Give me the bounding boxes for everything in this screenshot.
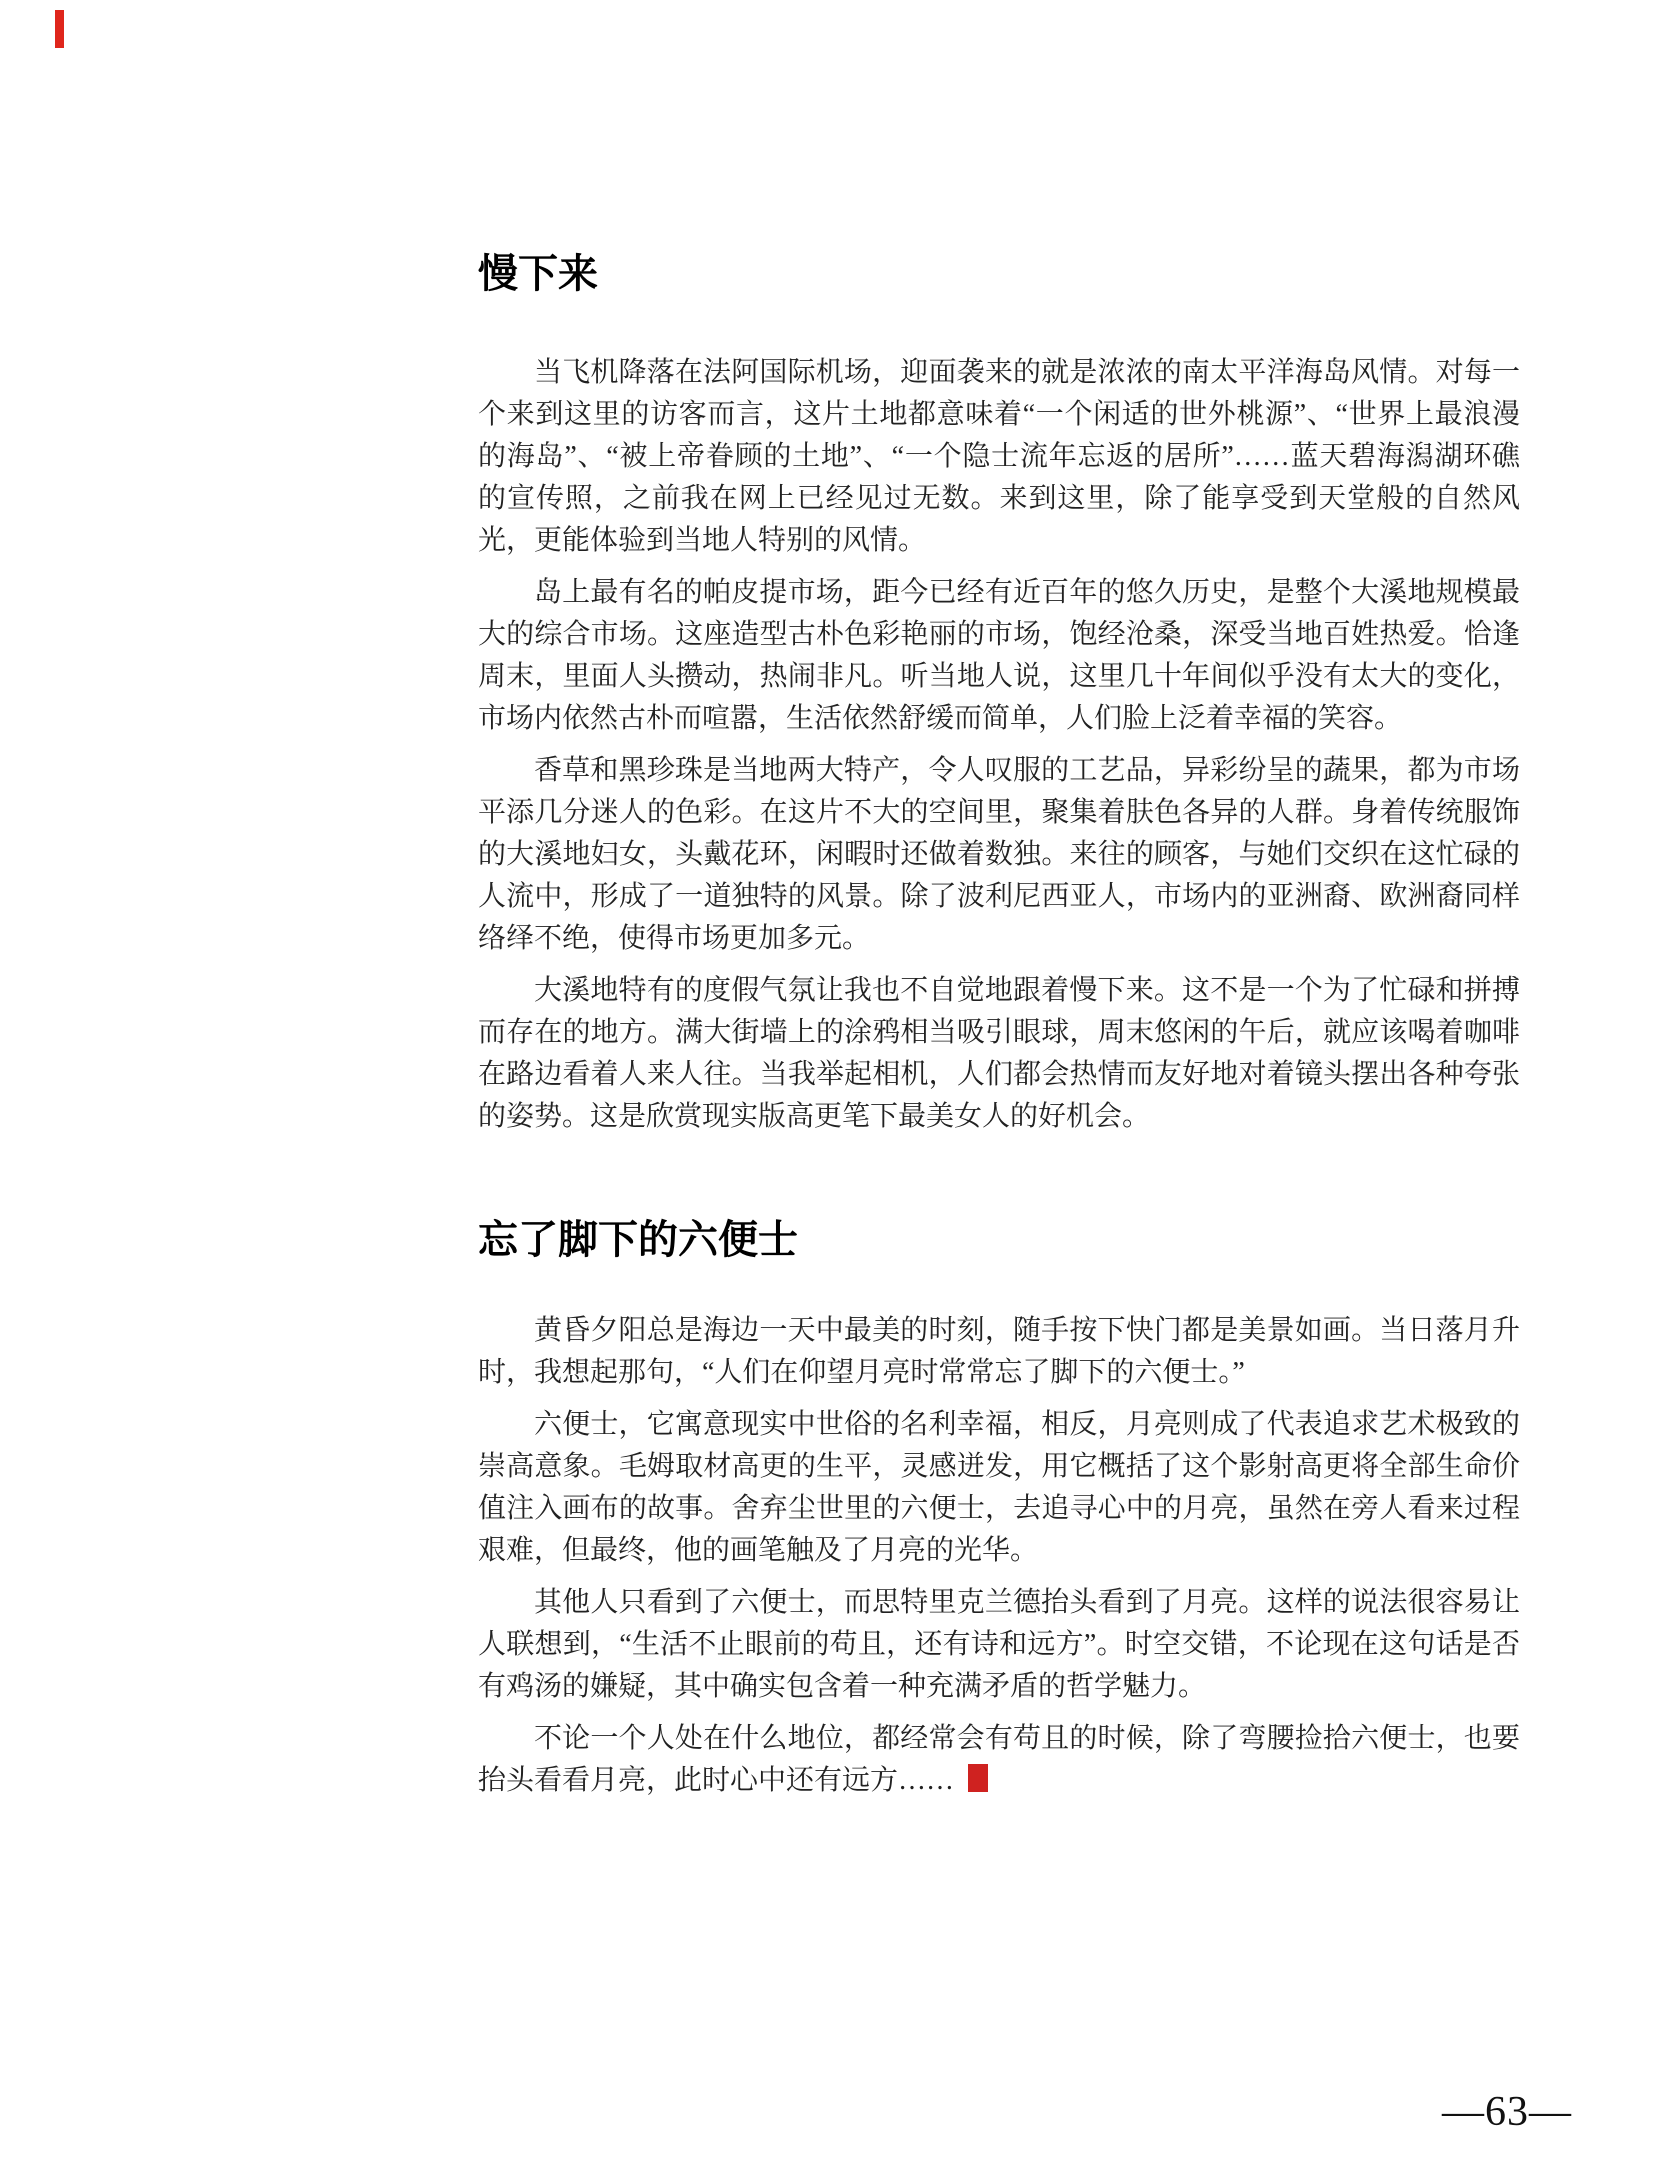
article-body (478, 252, 1520, 1812)
paragraph-last (478, 1718, 1520, 1802)
paragraph: 岛上最有名的帕皮提市场，距今已经有近百年的悠久历史，是整个大溪地规模最大的综合市场。这座造型古朴色彩艳丽的市场，饱经沧桑，深受当地百姓热爱。恰逢周末，里面人头攒动，热闹非凡。听当地人说，这里几十年间似乎没有太大的变化，市场内依然古朴而喧嚣，生活依然舒缓而简单，人们脸上泛着幸福的笑容。 (478, 577, 1520, 734)
page-number: —63— (1442, 2089, 1572, 2135)
section-slow-down (478, 252, 1520, 1138)
paragraph: 大溪地特有的度假气氛让我也不自觉地跟着慢下来。这不是一个为了忙碌和拼搏而存在的地方。满大街墙上的涂鸦相当吸引眼球，周末悠闲的午后，就应该喝着咖啡在路边看着人来人往。当我举起相机，人们都会热情而友好地对着镜头摆出各种夸张的姿势。这是欣赏现实版高更笔下最美女人的好机会。 (478, 975, 1520, 1132)
paragraph: 香草和黑珍珠是当地两大特产，令人叹服的工艺品，异彩纷呈的蔬果，都为市场平添几分迷人的色彩。在这片不大的空间里，聚集着肤色各异的人群。身着传统服饰的大溪地妇女，头戴花环，闲暇时还做着数独。来往的顾客，与她们交织在这忙碌的人流中，形成了一道独特的风景。除了波利尼西亚人，市场内的亚洲裔、欧洲裔同样络绎不绝，使得市场更加多元。 (478, 755, 1520, 954)
paragraph: 其他人只看到了六便士，而思特里克兰德抬头看到了月亮。这样的说法很容易让人联想到，“生活不止眼前的苟且，还有诗和远方”。时空交错，不论现在这句话是否有鸡汤的嫌疑，其中确实包含着一种充满矛盾的哲学魅力。 (478, 1587, 1520, 1702)
paragraph-text: 不论一个人处在什么地位，都经常会有苟且的时候，除了弯腰捡拾六便士，也要抬头看看月亮，此时心中还有远方…… (478, 1723, 1520, 1796)
paragraph: 黄昏夕阳总是海边一天中最美的时刻，随手按下快门都是美景如画。当日落月升时，我想起那句，“人们在仰望月亮时常常忘了脚下的六便士。” (478, 1315, 1520, 1388)
article-end-mark (968, 1764, 988, 1792)
paragraph: 六便士，它寓意现实中世俗的名利幸福，相反，月亮则成了代表追求艺术极致的崇高意象。毛姆取材高更的生平，灵感迸发，用它概括了这个影射高更将全部生命价值注入画布的故事。舍弃尘世里的六便士，去追寻心中的月亮，虽然在旁人看来过程艰难，但最终，他的画笔触及了月亮的光华。 (478, 1409, 1520, 1566)
heading-slow-down: 慢下来 (478, 251, 598, 296)
paragraph: 当飞机降落在法阿国际机场，迎面袭来的就是浓浓的南太平洋海岛风情。对每一个来到这里的访客而言，这片土地都意味着“一个闲适的世外桃源”、“世界上最浪漫的海岛”、“被上帝眷顾的土地”、“一个隐士流年忘返的居所”……蓝天碧海潟湖环礁的宣传照，之前我在网上已经见过无数。来到这里，除了能享受到天堂般的自然风光，更能体验到当地人特别的风情。 (478, 357, 1520, 556)
section-sixpence (478, 1218, 1520, 1802)
corner-accent-bar (55, 10, 64, 48)
heading-sixpence: 忘了脚下的六便士 (478, 1217, 798, 1262)
